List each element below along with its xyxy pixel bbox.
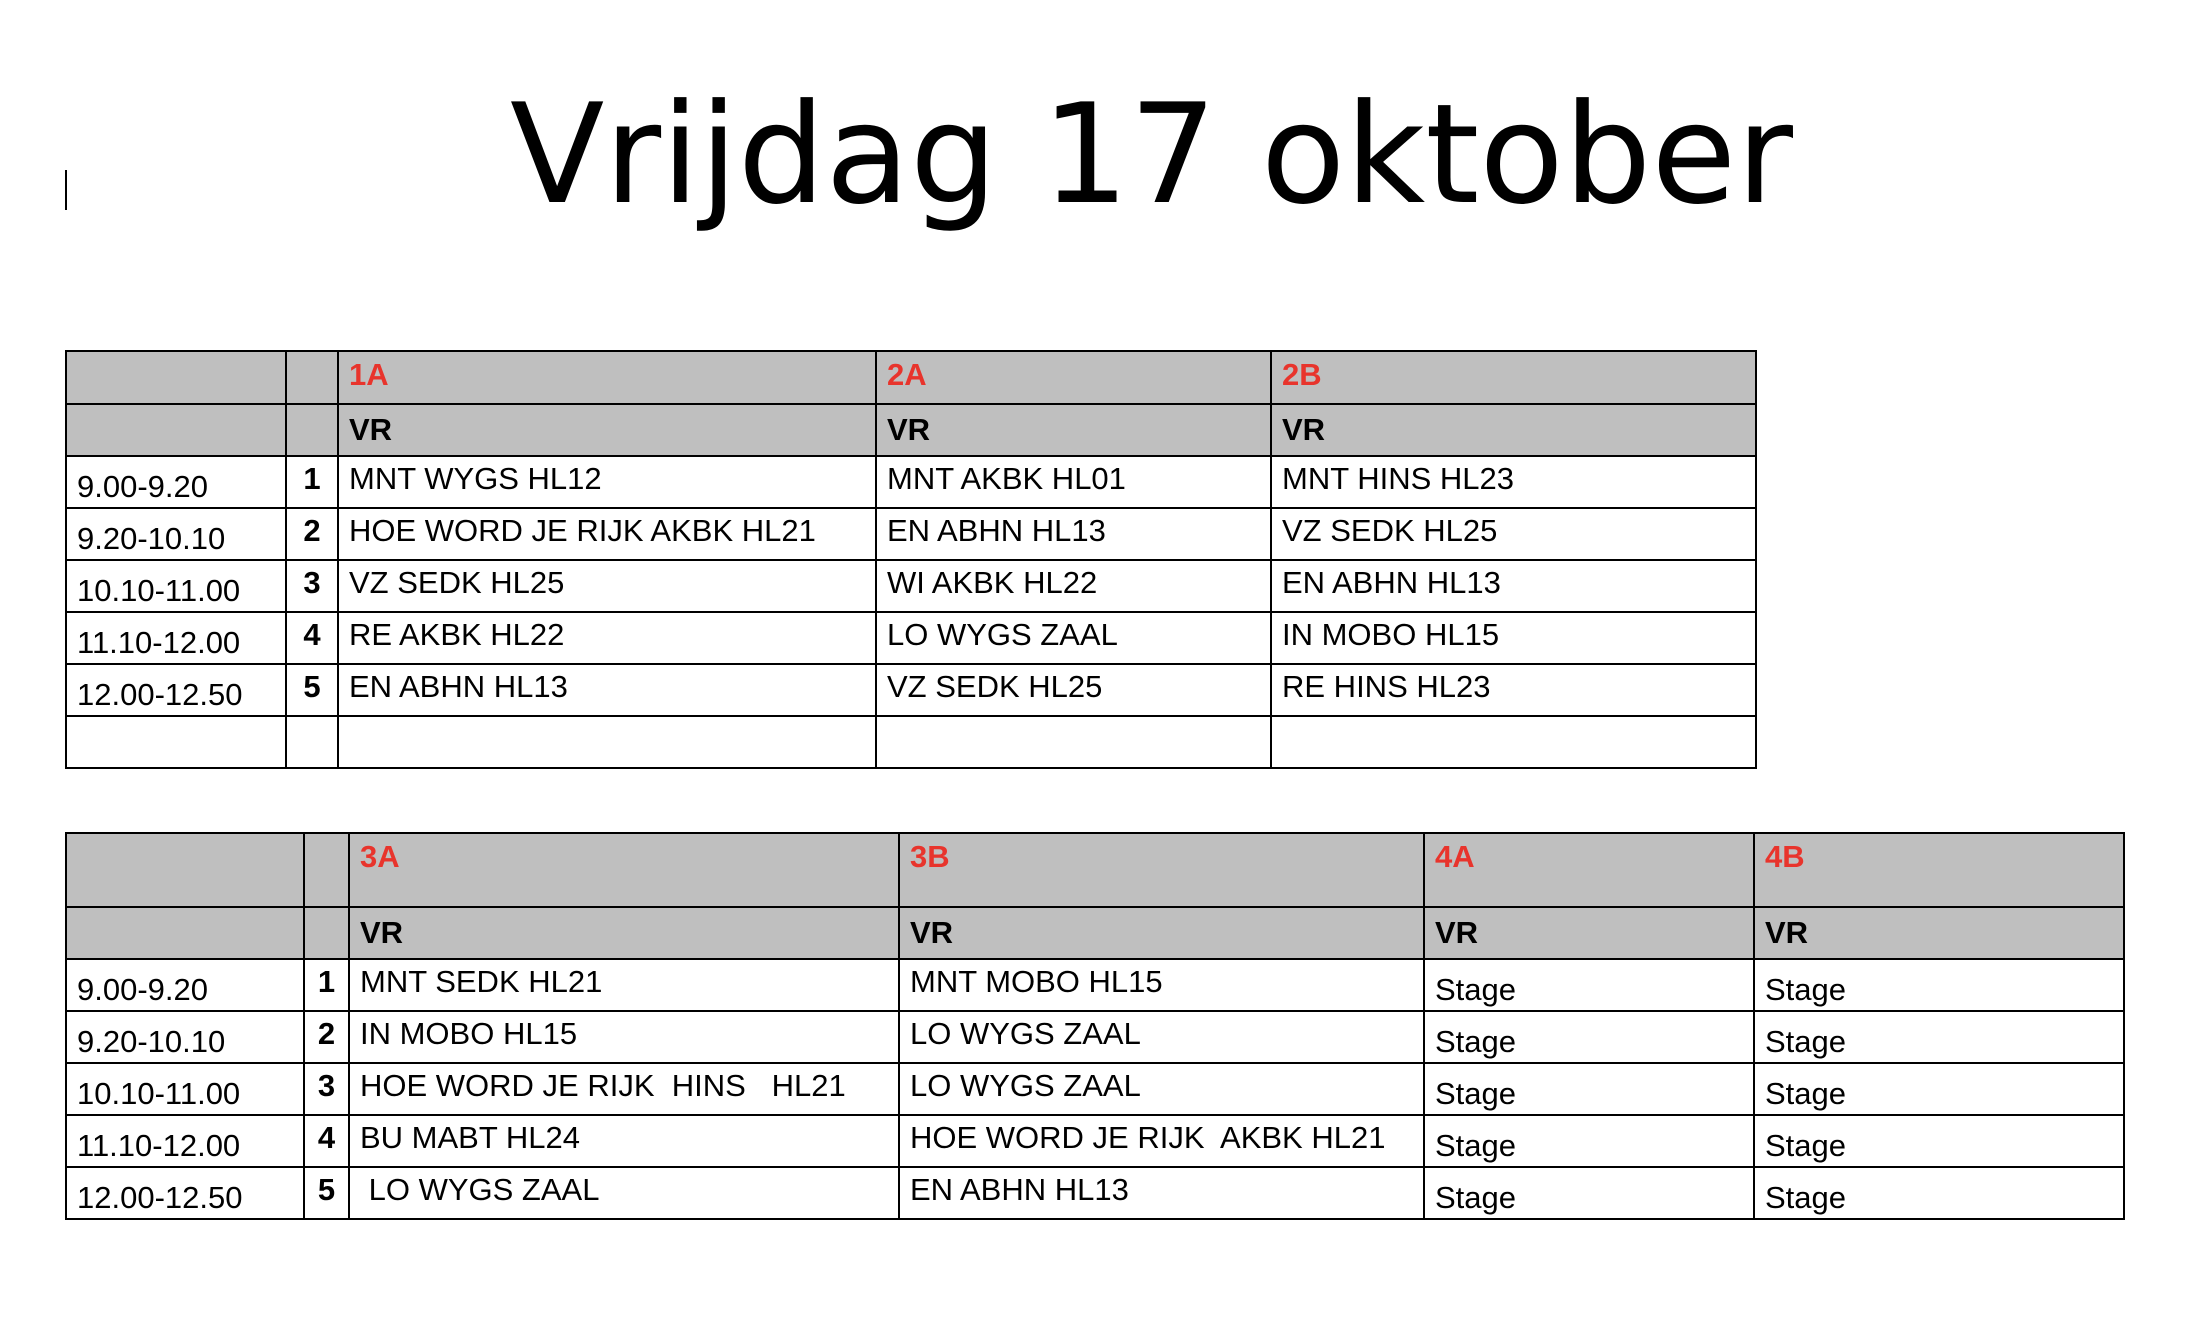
subheader-row	[66, 907, 2124, 959]
lesson-cell: HOE WORD JE RIJK AKBK HL21	[338, 508, 876, 560]
lesson-cell: LO WYGS ZAAL	[349, 1167, 899, 1219]
table-row	[66, 1115, 2124, 1167]
time-cell: 12.00-12.50	[66, 1167, 304, 1219]
lesson-cell: Stage	[1754, 1115, 2124, 1167]
header-empty-cell	[286, 404, 338, 456]
table-row	[66, 456, 1756, 508]
class-header-row	[66, 833, 2124, 907]
time-cell: 12.00-12.50	[66, 664, 286, 716]
lesson-cell: VZ SEDK HL25	[876, 664, 1271, 716]
class-label: 4B	[1754, 833, 2124, 907]
header-empty-cell	[66, 907, 304, 959]
lesson-cell: HOE WORD JE RIJK AKBK HL21	[899, 1115, 1424, 1167]
class-label: 2B	[1271, 351, 1756, 404]
lesson-cell: Stage	[1754, 1063, 2124, 1115]
period-number	[286, 716, 338, 768]
period-number: 5	[304, 1167, 349, 1219]
lesson-cell: LO WYGS ZAAL	[876, 612, 1271, 664]
day-label: VR	[1271, 404, 1756, 456]
lesson-cell: WI AKBK HL22	[876, 560, 1271, 612]
time-cell: 10.10-11.00	[66, 1063, 304, 1115]
period-number: 3	[304, 1063, 349, 1115]
period-number: 1	[304, 959, 349, 1011]
day-label: VR	[899, 907, 1424, 959]
lesson-cell: Stage	[1424, 959, 1754, 1011]
day-label: VR	[338, 404, 876, 456]
lesson-cell: Stage	[1754, 959, 2124, 1011]
header-empty-cell	[66, 351, 286, 404]
class-header-row	[66, 351, 1756, 404]
lesson-cell: EN ABHN HL13	[876, 508, 1271, 560]
lesson-cell: EN ABHN HL13	[338, 664, 876, 716]
time-cell	[66, 716, 286, 768]
period-number: 4	[286, 612, 338, 664]
period-number: 5	[286, 664, 338, 716]
day-label: VR	[1424, 907, 1754, 959]
table-row	[66, 1011, 2124, 1063]
day-label: VR	[349, 907, 899, 959]
lesson-cell: RE HINS HL23	[1271, 664, 1756, 716]
lesson-cell: LO WYGS ZAAL	[899, 1063, 1424, 1115]
table-row	[66, 1167, 2124, 1219]
lesson-cell: VZ SEDK HL25	[338, 560, 876, 612]
lesson-cell: EN ABHN HL13	[899, 1167, 1424, 1219]
header-empty-cell	[286, 351, 338, 404]
lesson-cell: Stage	[1424, 1167, 1754, 1219]
lesson-cell: LO WYGS ZAAL	[899, 1011, 1424, 1063]
schedule-table-1	[65, 350, 1757, 769]
day-label: VR	[876, 404, 1271, 456]
table-row	[66, 560, 1756, 612]
lesson-cell: Stage	[1754, 1167, 2124, 1219]
lesson-cell	[338, 716, 876, 768]
class-label: 3A	[349, 833, 899, 907]
lesson-cell: HOE WORD JE RIJK HINS HL21	[349, 1063, 899, 1115]
lesson-cell	[1271, 716, 1756, 768]
table-row	[66, 959, 2124, 1011]
header-empty-cell	[66, 404, 286, 456]
lesson-cell: Stage	[1754, 1011, 2124, 1063]
class-label: 1A	[338, 351, 876, 404]
day-label: VR	[1754, 907, 2124, 959]
table-row	[66, 1063, 2124, 1115]
schedule-table-2	[65, 832, 2125, 1220]
header-empty-cell	[304, 833, 349, 907]
class-label: 2A	[876, 351, 1271, 404]
time-cell: 9.00-9.20	[66, 456, 286, 508]
lesson-cell: MNT HINS HL23	[1271, 456, 1756, 508]
table-row	[66, 508, 1756, 560]
lesson-cell: MNT SEDK HL21	[349, 959, 899, 1011]
time-cell: 9.00-9.20	[66, 959, 304, 1011]
lesson-cell: EN ABHN HL13	[1271, 560, 1756, 612]
period-number: 2	[286, 508, 338, 560]
table-row	[66, 664, 1756, 716]
header-empty-cell	[304, 907, 349, 959]
table-row	[66, 612, 1756, 664]
lesson-cell: VZ SEDK HL25	[1271, 508, 1756, 560]
lesson-cell	[876, 716, 1271, 768]
time-cell: 10.10-11.00	[66, 560, 286, 612]
lesson-cell: Stage	[1424, 1115, 1754, 1167]
lesson-cell: MNT WYGS HL12	[338, 456, 876, 508]
subheader-row	[66, 404, 1756, 456]
class-label: 3B	[899, 833, 1424, 907]
lesson-cell: BU MABT HL24	[349, 1115, 899, 1167]
period-number: 1	[286, 456, 338, 508]
period-number: 3	[286, 560, 338, 612]
page-title: Vrijdag 17 oktober	[509, 74, 1794, 235]
time-cell: 11.10-12.00	[66, 1115, 304, 1167]
lesson-cell: RE AKBK HL22	[338, 612, 876, 664]
lesson-cell: IN MOBO HL15	[1271, 612, 1756, 664]
header-empty-cell	[66, 833, 304, 907]
lesson-cell: IN MOBO HL15	[349, 1011, 899, 1063]
time-cell: 11.10-12.00	[66, 612, 286, 664]
lesson-cell: Stage	[1424, 1011, 1754, 1063]
lesson-cell: MNT AKBK HL01	[876, 456, 1271, 508]
lesson-cell: Stage	[1424, 1063, 1754, 1115]
period-number: 2	[304, 1011, 349, 1063]
time-cell: 9.20-10.10	[66, 508, 286, 560]
class-label: 4A	[1424, 833, 1754, 907]
lesson-cell: MNT MOBO HL15	[899, 959, 1424, 1011]
time-cell: 9.20-10.10	[66, 1011, 304, 1063]
period-number: 4	[304, 1115, 349, 1167]
table-row-empty	[66, 716, 1756, 768]
